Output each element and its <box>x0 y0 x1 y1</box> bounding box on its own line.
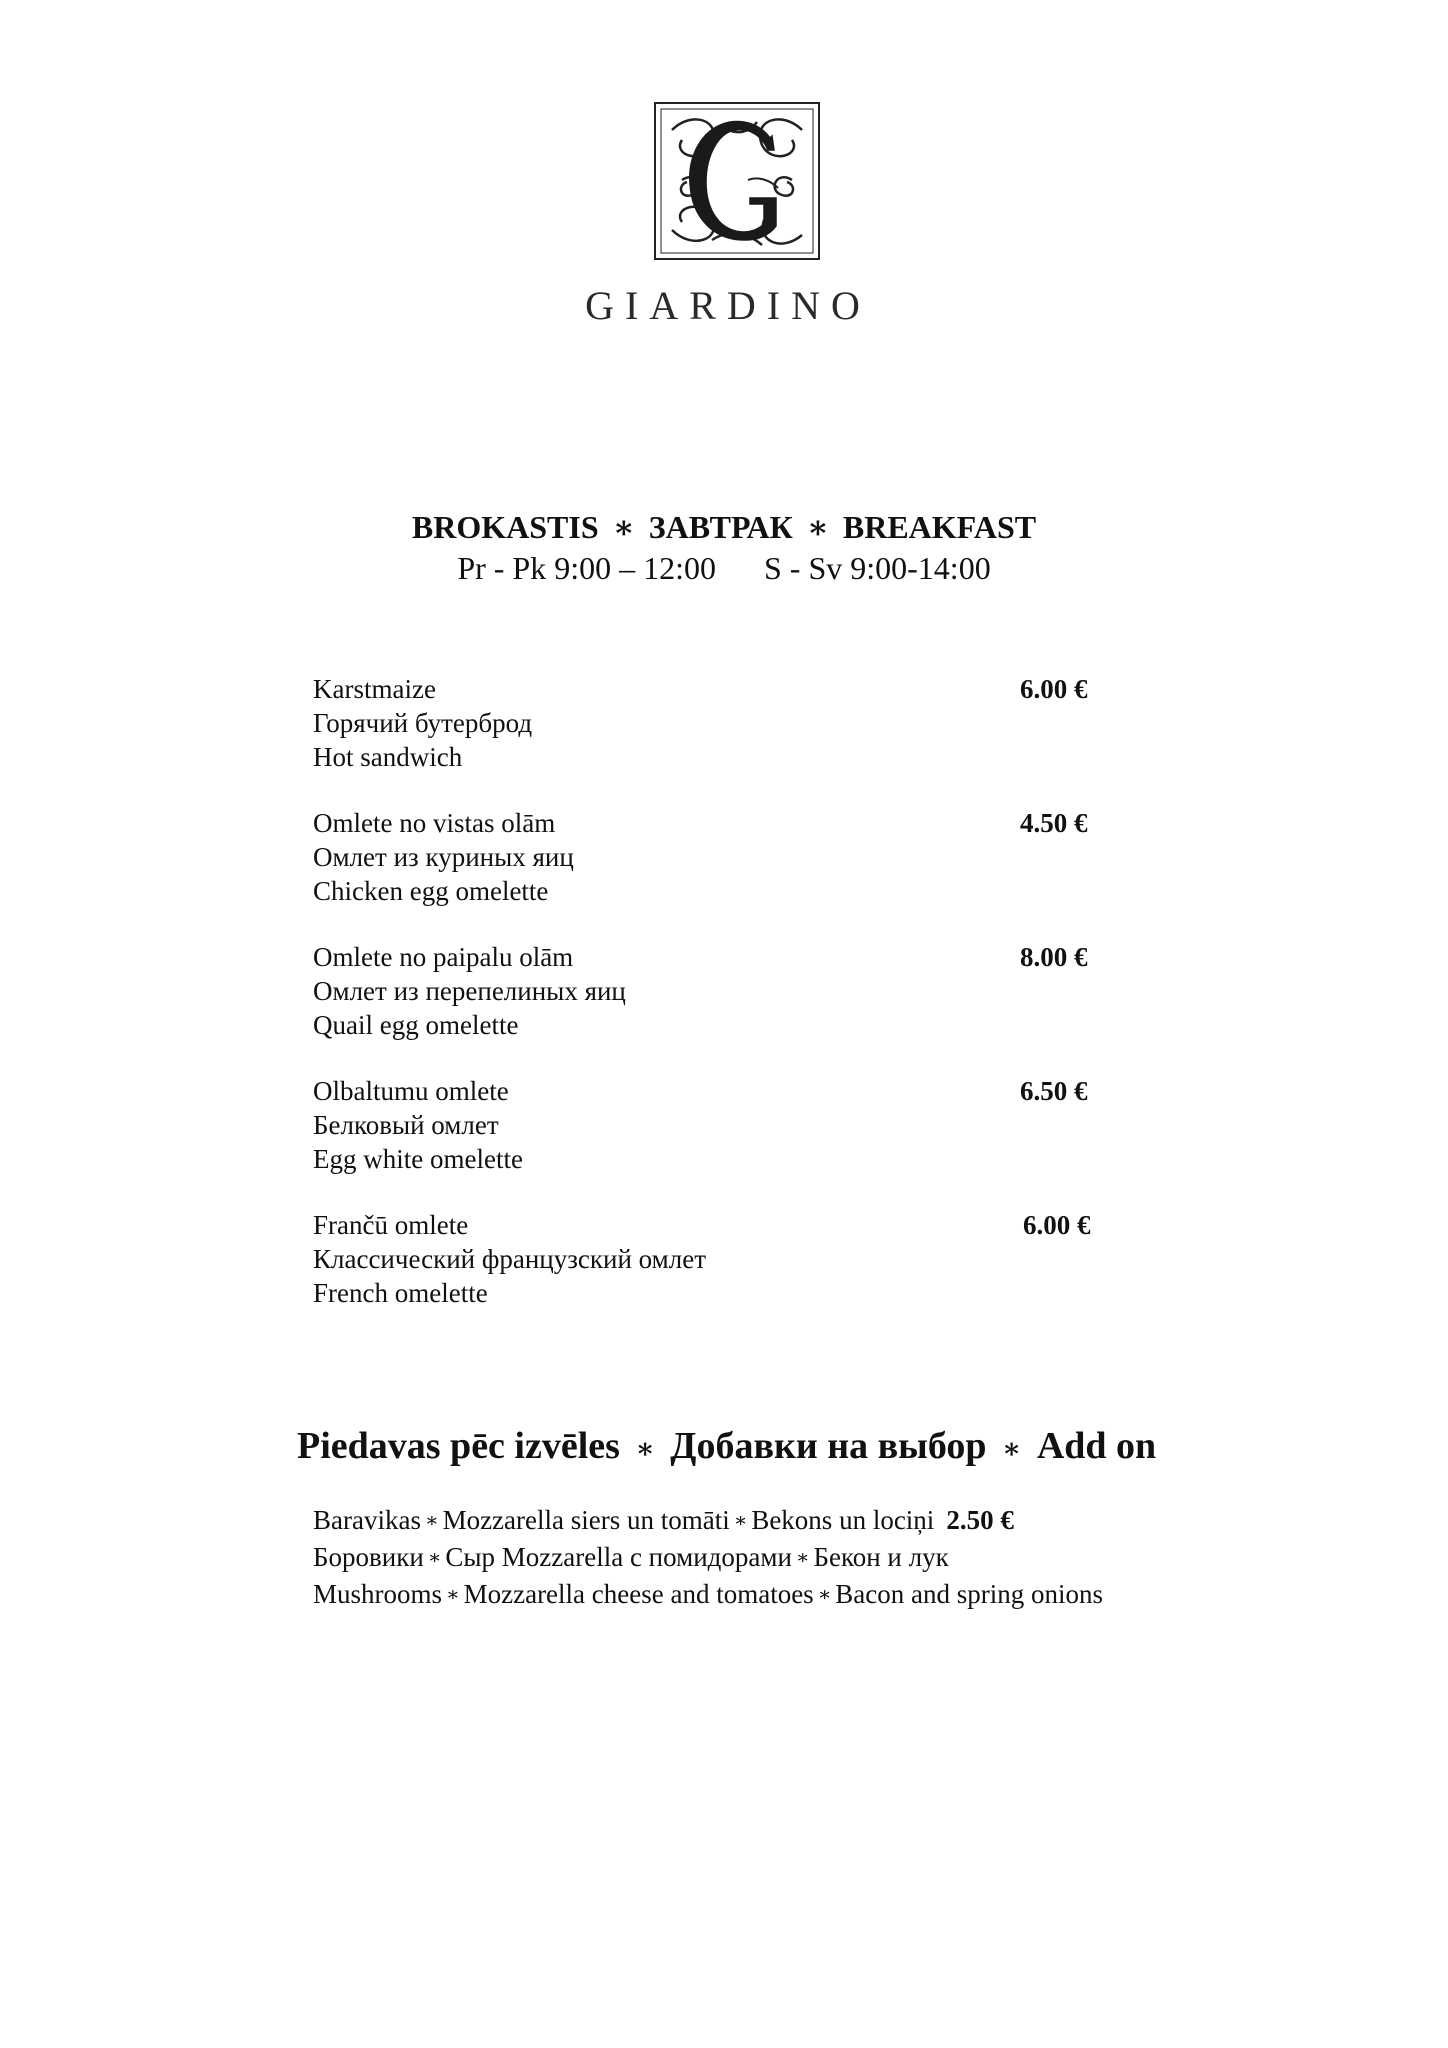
addon-ru: Сыр Mozzarella с помидорами <box>445 1542 792 1572</box>
breakfast-title <box>0 508 1448 546</box>
separator-star: ∗ <box>806 509 829 545</box>
item-name-en: Egg white omelette <box>313 1144 523 1174</box>
addons-title-lv: Piedavas pēc izvēles <box>297 1425 620 1467</box>
restaurant-wordmark: GIARDINO <box>585 283 871 328</box>
item-name-lv: Frančū omlete <box>313 1210 469 1240</box>
addons-line-ru <box>313 1539 1413 1576</box>
item-name-ru: Омлет из перепелиных яиц <box>313 976 626 1006</box>
hours-weekend: S - Sv 9:00-14:00 <box>764 550 991 586</box>
separator-star: ∗ <box>817 1584 832 1606</box>
item-name-en: Hot sandwich <box>313 742 463 772</box>
separator-star: ∗ <box>612 509 635 545</box>
separator-star: ∗ <box>446 1584 460 1606</box>
item-name-lv: Omlete no vistas olām <box>313 808 556 838</box>
addon-ru: Бекон и лук <box>813 1542 949 1572</box>
menu-item <box>313 1074 1103 1176</box>
addons-line-lv <box>313 1502 1413 1539</box>
item-name-en: French omelette <box>313 1278 488 1308</box>
separator-star: ∗ <box>424 1510 439 1532</box>
item-name-lv: Omlete no paipalu olām <box>313 942 574 972</box>
addon-en: Mozzarella cheese and tomatoes <box>463 1579 814 1609</box>
item-name-en: Quail egg omelette <box>313 1010 519 1040</box>
item-name-ru: Классический французский омлет <box>313 1244 706 1274</box>
addon-en: Bacon and spring onions <box>835 1579 1104 1609</box>
addon-lv: Baravikas <box>313 1505 421 1535</box>
item-name-ru: Белковый омлет <box>313 1110 499 1140</box>
item-name-lv: Karstmaize <box>313 674 436 704</box>
addon-ru: Боровики <box>313 1542 424 1572</box>
separator-star: ∗ <box>635 1434 655 1465</box>
menu-item <box>313 1208 1103 1310</box>
addon-en: Mushrooms <box>313 1579 443 1609</box>
addons-title-ru: Добавки на выбор <box>670 1425 987 1467</box>
separator-star: ∗ <box>1001 1434 1022 1465</box>
menu-item <box>313 940 1103 1042</box>
addon-lv: Bekons un lociņi <box>751 1505 935 1535</box>
menu-item <box>313 672 1103 774</box>
addons-title <box>297 1424 1397 1468</box>
item-price: 4.50 € <box>1020 808 1088 838</box>
addon-price: 2.50 € <box>946 1505 1014 1535</box>
breakfast-title-en: BREAKFAST <box>842 509 1037 545</box>
item-price: 8.00 € <box>1020 942 1088 972</box>
addons-line-en <box>313 1576 1413 1613</box>
ornamental-letter-g-icon <box>652 100 822 262</box>
item-price: 6.50 € <box>1020 1076 1088 1106</box>
addons-title-en: Add on <box>1036 1425 1157 1467</box>
item-name-ru: Горячий бутерброд <box>313 708 533 738</box>
item-price: 6.00 € <box>1020 674 1088 704</box>
addon-lv: Mozzarella siers un tomāti <box>442 1505 730 1535</box>
separator-star: ∗ <box>427 1547 442 1569</box>
menu-item <box>313 806 1103 908</box>
item-name-lv: Olbaltumu omlete <box>313 1076 509 1106</box>
item-name-ru: Омлет из куриных яиц <box>313 842 574 872</box>
breakfast-title-lv: BROKASTIS <box>411 509 599 545</box>
separator-star: ∗ <box>795 1547 810 1569</box>
addons-list <box>313 1502 1413 1613</box>
breakfast-title-ru: ЗАВТРАК <box>648 509 793 545</box>
item-name-en: Chicken egg omelette <box>313 876 549 906</box>
item-price: 6.00 € <box>1023 1210 1091 1240</box>
opening-hours <box>0 550 1448 587</box>
hours-weekdays: Pr - Pk 9:00 – 12:00 <box>457 550 716 586</box>
separator-star: ∗ <box>733 1510 748 1532</box>
